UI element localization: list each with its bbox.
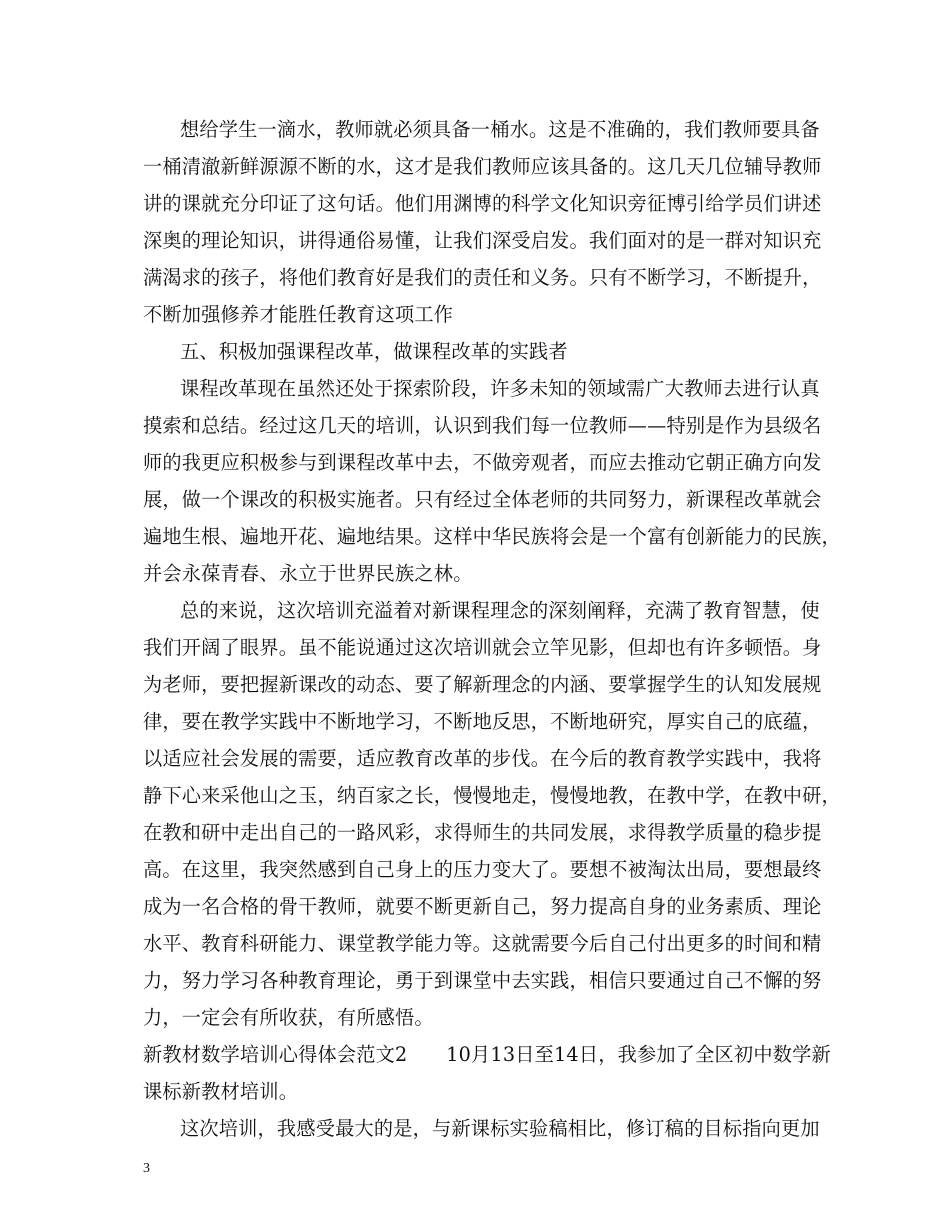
text-line: 我们开阔了眼界。虽不能说通过这次培训就会立竿见影，但却也有许多顿悟。身	[143, 636, 822, 659]
text-line: 摸索和总结。经过这几天的培训，认识到我们每一位教师——特别是作为县级名	[143, 414, 822, 437]
text-line: 为老师，要把握新课改的动态、要了解新理念的内涵、要掌握学生的认知发展规	[143, 673, 822, 696]
text-line: 师的我更应积极参与到课程改革中去，不做旁观者，而应去推动它朝正确方向发	[143, 451, 822, 474]
text-line: 静下心来采他山之玉，纳百家之长，慢慢地走，慢慢地教，在教中学，在教中研，	[143, 784, 841, 807]
text-line: 高。在这里，我突然感到自己身上的压力变大了。要想不被淘汰出局，要想最终	[143, 858, 822, 881]
text-line: 总的来说，这次培训充溢着对新课程理念的深刻阐释，充满了教育智慧，使	[180, 599, 820, 622]
page-number: 3	[143, 1161, 150, 1176]
text-line: 遍地生根、遍地开花、遍地结果。这样中华民族将会是一个富有创新能力的民族，	[143, 525, 841, 548]
text-line: 想给学生一滴水，教师就必须具备一桶水。这是不准确的，我们教师要具备	[180, 118, 820, 141]
text-line: 并会永葆青春、永立于世界民族之林。	[143, 562, 473, 585]
text-line: 新教材数学培训心得体会范文2 10月13日至14日，我参加了全区初中数学新	[143, 1043, 831, 1066]
text-line: 课标新教材培训。	[143, 1080, 299, 1103]
text-line: 满渴求的孩子，将他们教育好是我们的责任和义务。只有不断学习，不断提升，	[143, 266, 822, 289]
text-line: 以适应社会发展的需要，适应教育改革的步伐。在今后的教育教学实践中，我将	[143, 747, 822, 770]
section-heading: 五、积极加强课程改革，做课程改革的实践者	[180, 340, 568, 363]
text-line: 讲的课就充分印证了这句话。他们用渊博的科学文化知识旁征博引给学员们讲述	[143, 192, 822, 215]
text-line: 力，一定会有所收获，有所感悟。	[143, 1006, 434, 1029]
text-line: 一桶清澈新鲜源源不断的水，这才是我们教师应该具备的。这几天几位辅导教师	[143, 155, 822, 178]
text-line: 在教和研中走出自己的一路风彩，求得师生的共同发展，求得教学质量的稳步提	[143, 821, 822, 844]
text-line: 深奥的理论知识，讲得通俗易懂，让我们深受启发。我们面对的是一群对知识充	[143, 229, 822, 252]
text-line: 水平、教育科研能力、课堂教学能力等。这就需要今后自己付出更多的时间和精	[143, 932, 822, 955]
text-line: 展，做一个课改的积极实施者。只有经过全体老师的共同努力，新课程改革就会	[143, 488, 822, 511]
text-line: 成为一名合格的骨干教师，就要不断更新自己，努力提高自身的业务素质、理论	[143, 895, 822, 918]
text-line: 力，努力学习各种教育理论，勇于到课堂中去实践，相信只要通过自己不懈的努	[143, 969, 822, 992]
text-line: 不断加强修养才能胜任教育这项工作	[143, 303, 454, 326]
text-line: 这次培训，我感受最大的是，与新课标实验稿相比，修订稿的目标指向更加	[180, 1117, 820, 1140]
text-line: 律，要在教学实践中不断地学习，不断地反思，不断地研究，厚实自己的底蕴，	[143, 710, 822, 733]
text-line: 课程改革现在虽然还处于探索阶段，许多未知的领域需广大教师去进行认真	[180, 377, 820, 400]
